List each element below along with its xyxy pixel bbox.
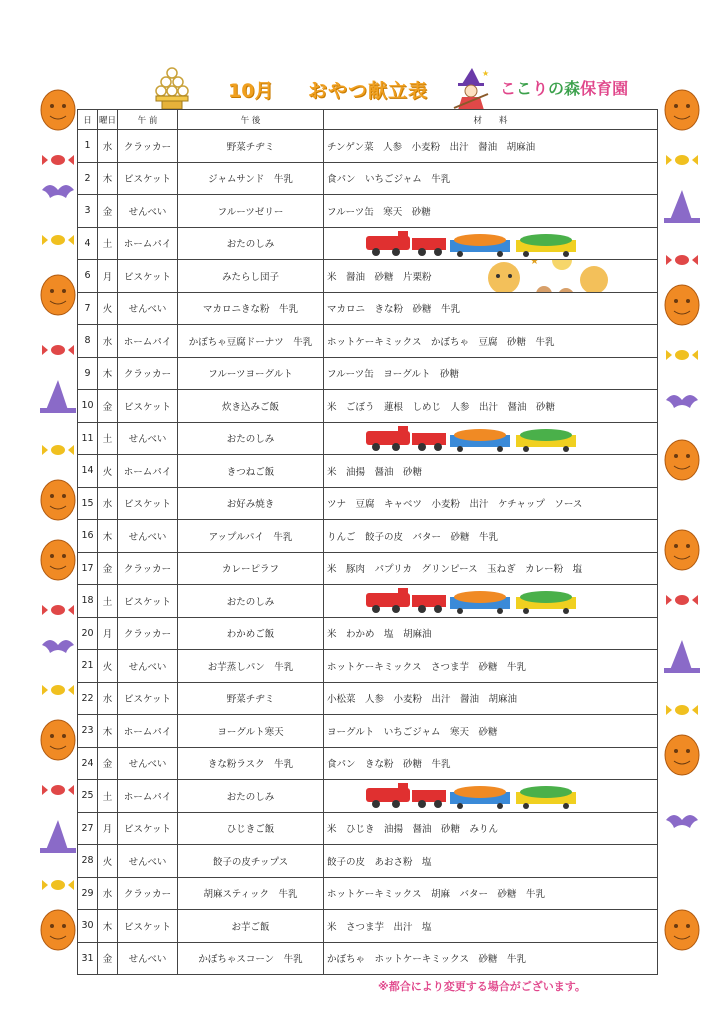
am-snack-cell: ホームパイ: [118, 227, 178, 260]
ingredients-cell: 米 油揚 醤油 砂糖: [324, 455, 658, 488]
svg-text:★: ★: [602, 252, 611, 263]
ingredients-cell: ホットケーキミックス 胡麻 バター 砂糖 牛乳: [324, 877, 658, 910]
ingredients-cell: ホットケーキミックス さつま芋 砂糖 牛乳: [324, 650, 658, 683]
day-cell: 14: [78, 455, 98, 488]
weekday-cell: 金: [98, 747, 118, 780]
ingredients-cell: 米 醤油 砂糖 片栗粉 ★ ★: [324, 260, 658, 293]
am-snack-cell: せんべい: [118, 195, 178, 228]
pm-snack-cell: 野菜チヂミ: [178, 682, 324, 715]
day-cell: 2: [78, 162, 98, 195]
table-row: [78, 747, 658, 780]
day-cell: 31: [78, 942, 98, 975]
pm-snack-cell: カレーピラフ: [178, 552, 324, 585]
ingredients-cell: 米 ひじき 油揚 醤油 砂糖 みりん: [324, 812, 658, 845]
candy-icon: [42, 155, 74, 165]
candy-icon: [42, 445, 74, 455]
witch-icon: [452, 66, 492, 110]
weekday-cell: 木: [98, 357, 118, 390]
ingredients-cell: 餃子の皮 あおさ粉 塩: [324, 845, 658, 878]
table-row: [78, 650, 658, 683]
pm-snack-cell: マカロニきな粉 牛乳: [178, 292, 324, 325]
header-weekday: 曜日: [98, 110, 118, 130]
ingredients-cell: 米 豚肉 パプリカ グリンピース 玉ねぎ カレー粉 塩: [324, 552, 658, 585]
candy-icon: [666, 155, 698, 165]
candy-icon: [42, 685, 74, 695]
am-snack-cell: ホームパイ: [118, 455, 178, 488]
witch-hat-icon: [664, 640, 700, 673]
pm-snack-cell: おたのしみ: [178, 585, 324, 618]
weekday-cell: 金: [98, 552, 118, 585]
day-cell: 4: [78, 227, 98, 260]
weekday-cell: 木: [98, 162, 118, 195]
day-cell: 10: [78, 390, 98, 423]
weekday-cell: 月: [98, 260, 118, 293]
table-row: [78, 715, 658, 748]
school-name: ここりの森保育園: [500, 79, 629, 98]
am-snack-cell: ビスケット: [118, 260, 178, 293]
am-snack-cell: せんべい: [118, 520, 178, 553]
title-month: 10月: [228, 80, 274, 102]
weekday-cell: 火: [98, 455, 118, 488]
snack-menu-table: [77, 109, 658, 975]
day-cell: 27: [78, 812, 98, 845]
table-row: [78, 260, 658, 293]
ingredients-cell: かぼちゃ ホットケーキミックス 砂糖 牛乳: [324, 942, 658, 975]
table-row: [78, 780, 658, 813]
svg-text:★: ★: [530, 256, 539, 267]
pm-snack-cell: 餃子の皮チップス: [178, 845, 324, 878]
day-cell: 7: [78, 292, 98, 325]
pm-snack-cell: お芋ご飯: [178, 910, 324, 943]
am-snack-cell: せんべい: [118, 292, 178, 325]
bat-icon: [666, 395, 698, 408]
table-row: [78, 910, 658, 943]
table-row: [78, 845, 658, 878]
am-snack-cell: せんべい: [118, 422, 178, 455]
am-snack-cell: ビスケット: [118, 910, 178, 943]
pm-snack-cell: かぼちゃ豆腐ドーナツ 牛乳: [178, 325, 324, 358]
pm-snack-cell: ひじきご飯: [178, 812, 324, 845]
day-cell: 6: [78, 260, 98, 293]
train-illustration-icon: [364, 230, 596, 257]
pm-snack-cell: お芋蒸しパン 牛乳: [178, 650, 324, 683]
pm-snack-cell: 胡麻スティック 牛乳: [178, 877, 324, 910]
ingredients-cell: マカロニ きな粉 砂糖 牛乳: [324, 292, 658, 325]
pumpkin-icon: [665, 530, 699, 570]
table-row: [78, 455, 658, 488]
pumpkin-icon: [665, 910, 699, 950]
weekday-cell: 木: [98, 715, 118, 748]
train-illustration-icon: [364, 587, 596, 614]
ingredients-cell: フルーツ缶 寒天 砂糖: [324, 195, 658, 228]
day-cell: 20: [78, 617, 98, 650]
day-cell: 3: [78, 195, 98, 228]
table-row: [78, 682, 658, 715]
candy-icon: [42, 235, 74, 245]
table-row: [78, 422, 658, 455]
table-row: [78, 520, 658, 553]
candy-icon: [42, 345, 74, 355]
day-cell: 30: [78, 910, 98, 943]
pm-snack-cell: きつねご飯: [178, 455, 324, 488]
am-snack-cell: クラッカー: [118, 552, 178, 585]
ingredients-cell: ツナ 豆腐 キャベツ 小麦粉 出汁 ケチャップ ソース: [324, 487, 658, 520]
day-cell: 23: [78, 715, 98, 748]
header-pm: 午 後: [178, 110, 324, 130]
am-snack-cell: せんべい: [118, 942, 178, 975]
pumpkin-icon: [665, 440, 699, 480]
animals-moon-illustration-icon: [474, 252, 624, 293]
pm-snack-cell: おたのしみ: [178, 422, 324, 455]
pm-snack-cell: ジャムサンド 牛乳: [178, 162, 324, 195]
table-row: [78, 617, 658, 650]
day-cell: 28: [78, 845, 98, 878]
ingredients-cell: チンゲン菜 人参 小麦粉 出汁 醤油 胡麻油: [324, 130, 658, 163]
ingredients-cell: フルーツ缶 ヨーグルト 砂糖: [324, 357, 658, 390]
pm-snack-cell: みたらし団子: [178, 260, 324, 293]
ingredients-cell: りんご 餃子の皮 バター 砂糖 牛乳: [324, 520, 658, 553]
table-row: [78, 552, 658, 585]
ingredients-cell: ホットケーキミックス かぼちゃ 豆腐 砂糖 牛乳: [324, 325, 658, 358]
witch-hat-icon: [40, 820, 76, 853]
bat-icon: [666, 815, 698, 828]
table-row: [78, 325, 658, 358]
pm-snack-cell: お好み焼き: [178, 487, 324, 520]
candy-icon: [42, 880, 74, 890]
am-snack-cell: ビスケット: [118, 585, 178, 618]
day-cell: 9: [78, 357, 98, 390]
pm-snack-cell: ヨーグルト寒天: [178, 715, 324, 748]
weekday-cell: 土: [98, 422, 118, 455]
weekday-cell: 金: [98, 390, 118, 423]
table-row: [78, 357, 658, 390]
weekday-cell: 土: [98, 585, 118, 618]
pumpkin-icon: [41, 540, 75, 580]
table-row: [78, 195, 658, 228]
pumpkin-icon: [41, 90, 75, 130]
pm-snack-cell: 野菜チヂミ: [178, 130, 324, 163]
day-cell: 15: [78, 487, 98, 520]
header-am: 午 前: [118, 110, 178, 130]
bat-icon: [42, 185, 74, 198]
pumpkin-icon: [41, 910, 75, 950]
pumpkin-icon: [41, 720, 75, 760]
day-cell: 16: [78, 520, 98, 553]
am-snack-cell: ビスケット: [118, 487, 178, 520]
candy-icon: [42, 785, 74, 795]
pm-snack-cell: アップルパイ 牛乳: [178, 520, 324, 553]
weekday-cell: 水: [98, 487, 118, 520]
table-row: [78, 130, 658, 163]
ingredients-cell: 食パン いちごジャム 牛乳: [324, 162, 658, 195]
ingredients-cell: 米 ごぼう 蓮根 しめじ 人参 出汁 醤油 砂糖: [324, 390, 658, 423]
pm-snack-cell: おたのしみ: [178, 780, 324, 813]
weekday-cell: 金: [98, 942, 118, 975]
candy-icon: [666, 350, 698, 360]
weekday-cell: 水: [98, 877, 118, 910]
weekday-cell: 火: [98, 650, 118, 683]
pm-snack-cell: わかめご飯: [178, 617, 324, 650]
table-row: [78, 390, 658, 423]
weekday-cell: 月: [98, 812, 118, 845]
day-cell: 21: [78, 650, 98, 683]
am-snack-cell: ビスケット: [118, 162, 178, 195]
pumpkin-icon: [665, 285, 699, 325]
table-row: [78, 162, 658, 195]
pm-snack-cell: おたのしみ: [178, 227, 324, 260]
day-cell: 22: [78, 682, 98, 715]
weekday-cell: 水: [98, 682, 118, 715]
tsukimi-dango-icon: [152, 66, 192, 110]
am-snack-cell: ホームパイ: [118, 325, 178, 358]
header-ingredients: 材 料: [324, 110, 658, 130]
halloween-border-left: [38, 80, 78, 980]
pm-snack-cell: 炊き込みご飯: [178, 390, 324, 423]
table-row: [78, 292, 658, 325]
day-cell: 29: [78, 877, 98, 910]
header: [0, 62, 724, 110]
am-snack-cell: クラッカー: [118, 130, 178, 163]
header-day: 日: [78, 110, 98, 130]
am-snack-cell: せんべい: [118, 747, 178, 780]
weekday-cell: 土: [98, 227, 118, 260]
ingredients-cell: [324, 422, 658, 455]
table-header-row: [78, 110, 658, 130]
ingredients-cell: [324, 227, 658, 260]
day-cell: 25: [78, 780, 98, 813]
svg-text:★: ★: [482, 69, 490, 78]
day-cell: 18: [78, 585, 98, 618]
table-row: [78, 487, 658, 520]
am-snack-cell: ホームパイ: [118, 715, 178, 748]
weekday-cell: 金: [98, 195, 118, 228]
train-illustration-icon: [364, 425, 596, 452]
witch-hat-icon: [664, 190, 700, 223]
weekday-cell: 火: [98, 292, 118, 325]
pm-snack-cell: きな粉ラスク 牛乳: [178, 747, 324, 780]
am-snack-cell: ビスケット: [118, 812, 178, 845]
ingredients-cell: 小松菜 人参 小麦粉 出汁 醤油 胡麻油: [324, 682, 658, 715]
ingredients-cell: 米 さつま芋 出汁 塩: [324, 910, 658, 943]
ingredients-cell: 食パン きな粉 砂糖 牛乳: [324, 747, 658, 780]
weekday-cell: 木: [98, 910, 118, 943]
train-illustration-icon: [364, 782, 596, 809]
candy-icon: [666, 255, 698, 265]
day-cell: 8: [78, 325, 98, 358]
weekday-cell: 月: [98, 617, 118, 650]
pm-snack-cell: フルーツゼリー: [178, 195, 324, 228]
pm-snack-cell: かぼちゃスコーン 牛乳: [178, 942, 324, 975]
change-notice: ※都合により変更する場合がございます。: [378, 980, 586, 993]
table-row: [78, 942, 658, 975]
weekday-cell: 木: [98, 520, 118, 553]
am-snack-cell: せんべい: [118, 650, 178, 683]
pumpkin-icon: [41, 480, 75, 520]
table-row: [78, 227, 658, 260]
pumpkin-icon: [665, 735, 699, 775]
candy-icon: [666, 595, 698, 605]
day-cell: 17: [78, 552, 98, 585]
am-snack-cell: せんべい: [118, 845, 178, 878]
ingredients-cell: [324, 585, 658, 618]
pumpkin-icon: [41, 275, 75, 315]
am-snack-cell: ビスケット: [118, 390, 178, 423]
am-snack-cell: クラッカー: [118, 877, 178, 910]
weekday-cell: 火: [98, 845, 118, 878]
am-snack-cell: クラッカー: [118, 617, 178, 650]
halloween-border-right: [662, 80, 702, 980]
ingredients-cell: [324, 780, 658, 813]
day-cell: 24: [78, 747, 98, 780]
page-title: おやつ献立表: [308, 80, 429, 102]
table-row: [78, 877, 658, 910]
candy-icon: [666, 705, 698, 715]
witch-hat-icon: [40, 380, 76, 413]
day-cell: 1: [78, 130, 98, 163]
ingredients-cell: 米 わかめ 塩 胡麻油: [324, 617, 658, 650]
am-snack-cell: ビスケット: [118, 682, 178, 715]
am-snack-cell: ホームパイ: [118, 780, 178, 813]
bat-icon: [42, 640, 74, 653]
table-row: [78, 585, 658, 618]
weekday-cell: 土: [98, 780, 118, 813]
am-snack-cell: クラッカー: [118, 357, 178, 390]
pumpkin-icon: [665, 90, 699, 130]
pm-snack-cell: フルーツヨーグルト: [178, 357, 324, 390]
weekday-cell: 水: [98, 325, 118, 358]
day-cell: 11: [78, 422, 98, 455]
table-row: [78, 812, 658, 845]
weekday-cell: 水: [98, 130, 118, 163]
candy-icon: [42, 605, 74, 615]
ingredients-cell: ヨーグルト いちごジャム 寒天 砂糖: [324, 715, 658, 748]
